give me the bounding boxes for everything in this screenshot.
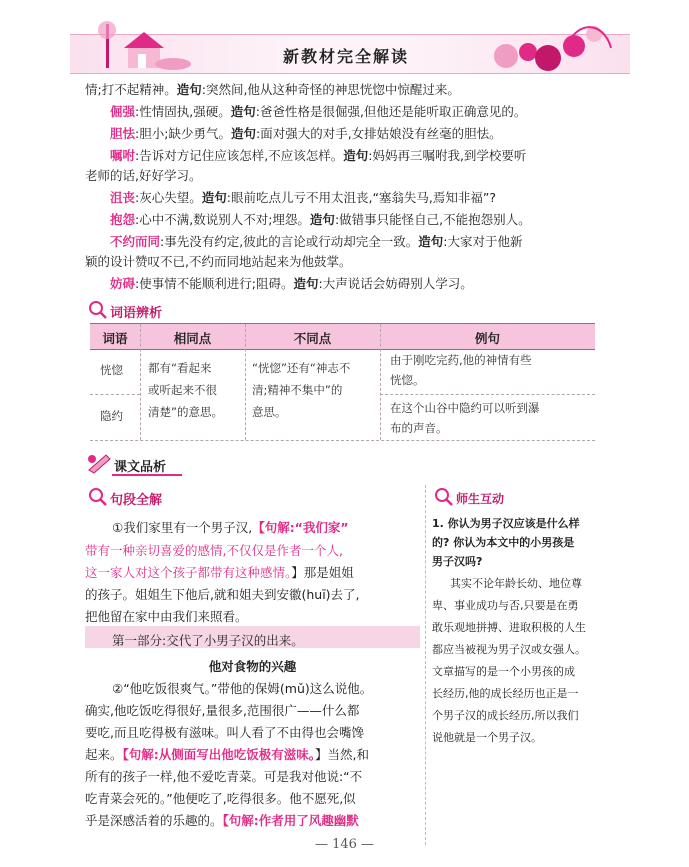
table-example-line: 布的声音。 — [390, 421, 448, 435]
table-same-line: 清楚”的意思。 — [148, 405, 223, 419]
table-same-line: 都有“看起来 — [148, 361, 212, 375]
table-bottom-line — [90, 440, 595, 441]
side-question-line: 的? 你认为本文中的小男孩是 — [432, 536, 575, 549]
vocab-entry-jusang: 沮丧:灰心失望。造句:眼前吃点儿亏不用太沮丧,“塞翁失马,焉知非福”? — [110, 190, 497, 205]
side-divider — [425, 485, 426, 845]
kewen-section-title: 课文品析 — [114, 460, 167, 475]
vocab-entry-baoyuan: 抱怨:心中不满,数说别人不对;埋怨。造句:做错事只能怪自己,不能抱怨别人。 — [110, 212, 531, 227]
table-header-diff: 不同点 — [293, 331, 332, 346]
para1-note-line: 带有一种亲切喜爱的感情,不仅仅是作者一个人, — [85, 543, 343, 558]
table-divider — [90, 394, 140, 395]
juduan-section-title: 句段全解 — [110, 493, 163, 508]
vocab-entry-zhufu: 嘱咐:告诉对方记住应该怎样,不应该怎样。造句:妈妈再三嘱咐我,到学校要听 — [110, 148, 527, 163]
magnifier-icon — [434, 487, 454, 507]
table-example-line: 由于刚吃完药,他的神情有些 — [390, 353, 532, 367]
side-answer-line: 敢乐观地拼搏、进取积极的人生 — [432, 621, 586, 634]
book-title: 新教材完全解读 — [282, 47, 409, 66]
side-answer-line: 说他就是一个男子汉。 — [432, 731, 542, 744]
side-answer-line: 其实不论年龄长幼、地位尊 — [450, 577, 582, 590]
side-question-line: 男子汉吗? — [432, 555, 483, 568]
table-word-2: 隐约 — [100, 409, 123, 423]
part-summary: 第一部分:交代了小男子汉的出来。 — [112, 633, 304, 648]
table-header-example: 例句 — [474, 331, 500, 346]
table-header-same: 相同点 — [173, 331, 212, 346]
para2-line: 所有的孩子一样,他不爱吃青菜。可是我对他说:“不 — [85, 769, 363, 784]
side-question-line: 1. 你认为男子汉应该是什么样 — [432, 517, 580, 530]
vocab-line-0: 情;打不起精神。造句:突然间,他从这种奇怪的神思恍惚中惊醒过来。 — [85, 82, 460, 97]
magnifier-icon — [88, 300, 108, 320]
para2-line: 吃青菜会死的。”他便吃了,吃得很多。他不愿死,似 — [85, 791, 356, 806]
page-number: — 146 — — [314, 837, 375, 852]
table-diff-line: 清;精神不集中”的 — [252, 383, 343, 397]
vocab-entry-zhufu-cont: 老师的话,好好学习。 — [85, 168, 202, 183]
table-example-line: 恍惚。 — [390, 373, 425, 387]
para2-line: ②“他吃饭很爽气。”带他的保姆(mǔ)这么说他。 — [112, 681, 373, 696]
vocab-entry-fangai: 妨碍:使事情不能顺利进行;阻碍。造句:大声说话会妨碍别人学习。 — [110, 276, 473, 291]
para1-line: ①我们家里有一个男子汉,【句解:“我们家” — [112, 520, 349, 535]
subheading: 他对食物的兴趣 — [208, 659, 297, 674]
table-same-line: 或听起来不很 — [148, 383, 217, 397]
para2-line: 确实,他吃饭吃得很好,量很多,范围很广——什么都 — [85, 703, 360, 718]
para1-note-line: 这一家人对这个孩子都带有这种感情。】那是姐姐 — [85, 565, 354, 580]
para1-line: 的孩子。姐姐生下他后,就和姐夫到安徽(huī)去了, — [85, 587, 360, 602]
vocab-entry-buyueertong-cont: 颖的设计赞叹不已,不约而同地站起来为他鼓掌。 — [85, 254, 352, 269]
title-underline — [112, 474, 182, 476]
side-answer-line: 卑、事业成功与否,只要是在勇 — [432, 599, 579, 612]
magnifier-icon — [88, 487, 108, 507]
table-divider — [245, 324, 246, 440]
side-answer-line: 长经历,他的成长经历也正是一 — [432, 687, 579, 700]
para2-line: 起来。【句解:从侧面写出他吃饭极有滋味。】当然,和 — [85, 747, 369, 762]
para2-line: 乎是深感活着的乐趣的。【句解:作者用了风趣幽默 — [85, 813, 359, 828]
vocab-entry-danqie: 胆怯:胆小;缺少勇气。造句:面对强大的对手,女排姑娘没有丝毫的胆怯。 — [110, 126, 502, 141]
side-answer-line: 都应当被视为男子汉或女强人。 — [432, 643, 586, 656]
table-example-line: 在这个山谷中隐约可以听到瀑 — [390, 401, 540, 415]
side-answer-line: 文章描写的是一个小男孩的成 — [432, 665, 575, 678]
vocab-entry-buyueertong: 不约而同:事先没有约定,彼此的言论或行动却完全一致。造句:大家对于他新 — [110, 234, 523, 249]
para1-line: 把他留在家中由我们来照看。 — [85, 609, 248, 624]
heart-note-icon — [86, 452, 112, 474]
side-answer-line: 个男子汉的成长经历,所以我们 — [432, 709, 579, 722]
table-divider — [140, 324, 141, 440]
side-section-title: 师生互动 — [456, 492, 505, 506]
table-word-1: 恍惚 — [100, 363, 123, 377]
vocab-entry-juejiang: 倔强:性情固执,强硬。造句:爸爸性格是很倔强,但他还是能听取正确意见的。 — [110, 104, 527, 119]
table-diff-line: 意思。 — [252, 405, 287, 419]
house-tree-illustration — [88, 20, 198, 74]
para2-line: 要吃,而且吃得极有滋味。叫人看了不由得也会嘴馋 — [85, 725, 364, 740]
table-divider — [380, 324, 381, 440]
table-header-word: 词语 — [102, 331, 128, 346]
table-divider — [380, 394, 595, 395]
ciyu-section-title: 词语辨析 — [110, 306, 163, 321]
table-diff-line: “恍惚”还有“神志不 — [252, 361, 351, 375]
flowers-illustration — [476, 18, 616, 74]
